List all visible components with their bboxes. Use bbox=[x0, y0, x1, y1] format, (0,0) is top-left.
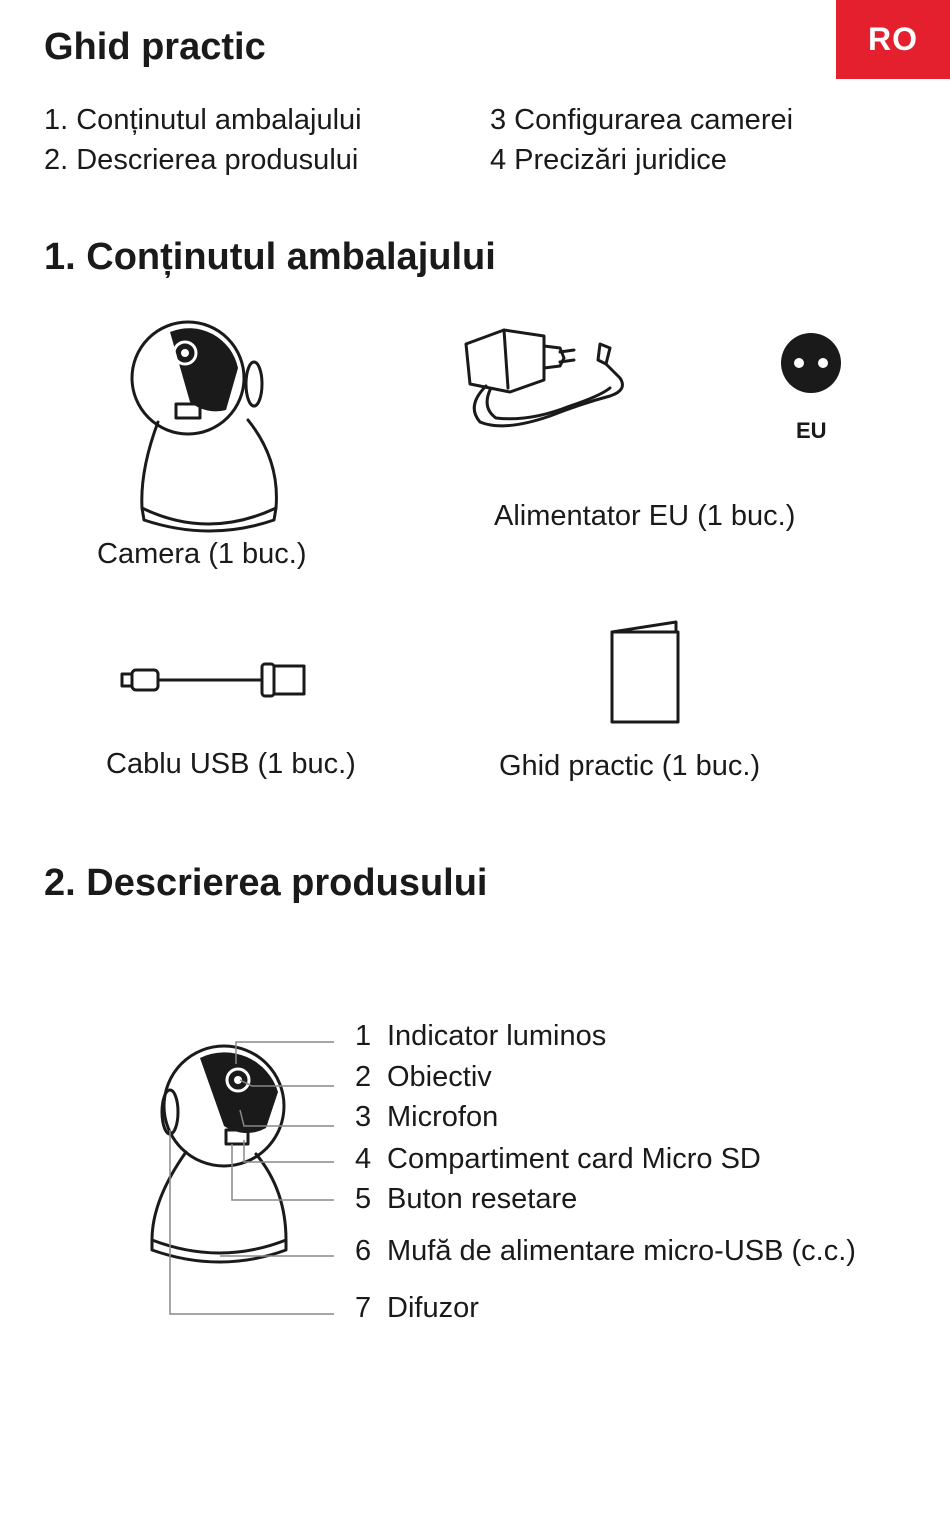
camera-illustration bbox=[130, 320, 290, 540]
guide-booklet-label: Ghid practic (1 buc.) bbox=[499, 750, 761, 782]
usb-cable-label: Cablu USB (1 buc.) bbox=[106, 748, 356, 780]
part-item-7: 7 Difuzor bbox=[355, 1292, 479, 1324]
adapter-label: Alimentator EU (1 buc.) bbox=[494, 500, 796, 532]
camera-label: Camera (1 buc.) bbox=[97, 538, 307, 570]
section-product-description-title: 2. Descrierea produsului bbox=[44, 862, 488, 904]
page-title: Ghid practic bbox=[44, 26, 266, 68]
toc-item-4[interactable]: 4 Precizări juridice bbox=[490, 144, 727, 176]
product-diagram bbox=[140, 1030, 340, 1330]
eu-plug-label: EU bbox=[796, 418, 827, 443]
part-item-5: 5 Buton resetare bbox=[355, 1183, 578, 1215]
part-item-3: 3 Microfon bbox=[355, 1101, 499, 1133]
section-package-contents-title: 1. Conținutul ambalajului bbox=[44, 236, 496, 278]
part-item-1: 1 Indicator luminos bbox=[355, 1020, 607, 1052]
toc-item-1[interactable]: 1. Conținutul ambalajului bbox=[44, 104, 362, 136]
part-item-6: 6 Mufă de alimentare micro-USB (c.c.) bbox=[355, 1235, 856, 1267]
language-badge: RO bbox=[836, 0, 950, 79]
part-item-2: 2 Obiectiv bbox=[355, 1061, 492, 1093]
toc-item-3[interactable]: 3 Configurarea camerei bbox=[490, 104, 794, 136]
guide-booklet-illustration bbox=[606, 618, 686, 728]
part-item-4: 4 Compartiment card Micro SD bbox=[355, 1143, 761, 1175]
usb-cable-illustration bbox=[118, 658, 308, 702]
eu-plug-icon bbox=[780, 332, 842, 394]
power-adapter-illustration bbox=[460, 326, 630, 436]
toc-item-2[interactable]: 2. Descrierea produsului bbox=[44, 144, 359, 176]
